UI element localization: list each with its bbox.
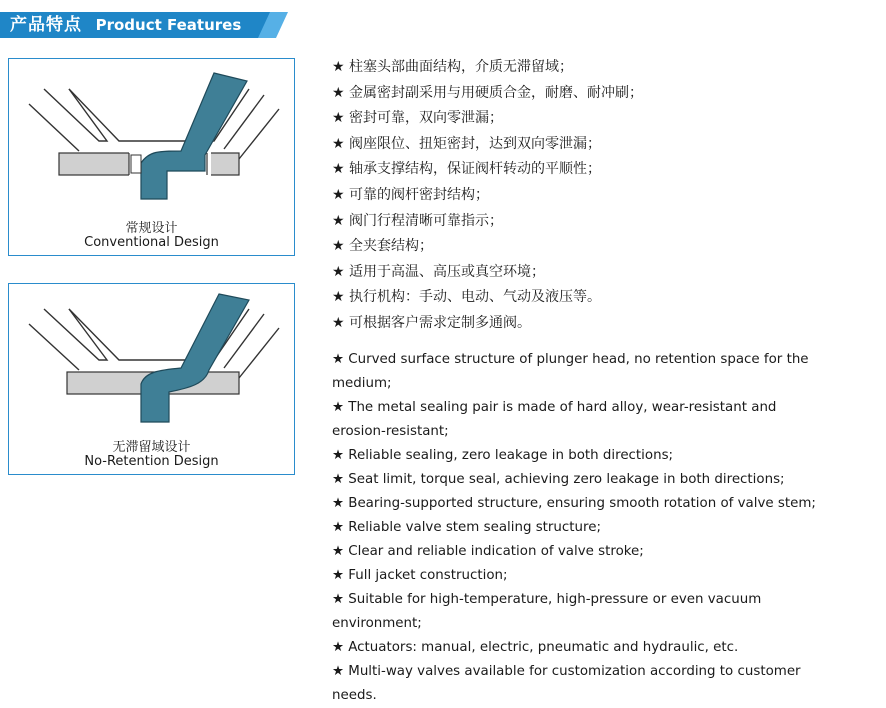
feature-item-zh: ★ 可靠的阀杆密封结构； bbox=[332, 186, 490, 203]
feature-item-zh: ★ 阀座限位、扭矩密封，达到双向零泄漏； bbox=[332, 135, 601, 152]
feature-item-en: ★ Actuators: manual, electric, pneumatic and hydraulic, etc. bbox=[332, 640, 739, 655]
feature-item-en: ★ Curved surface structure of plunger head, no retention space for the medium; bbox=[332, 352, 809, 391]
feature-item-zh: ★ 轴承支撑结构，保证阀杆转动的平顺性； bbox=[332, 161, 601, 178]
caption-zh: 无滞留域设计 bbox=[112, 440, 191, 455]
feature-item-en: ★ Bearing-supported structure, ensuring smooth rotation of valve stem; bbox=[332, 496, 816, 511]
feature-item-en: ★ Seat limit, torque seal, achieving zero leakage in both directions; bbox=[332, 472, 785, 487]
features-list-zh bbox=[332, 55, 643, 337]
feature-item-en: ★ Full jacket construction; bbox=[332, 568, 508, 583]
feature-item-zh: ★ 柱塞头部曲面结构，介质无滞留域； bbox=[332, 59, 573, 75]
section-title-zh: 产品特点 bbox=[10, 15, 82, 35]
feature-item-en: ★ The metal sealing pair is made of hard alloy, wear-resistant and erosion-resistant; bbox=[332, 400, 777, 439]
feature-item-zh: ★ 密封可靠，双向零泄漏； bbox=[332, 110, 504, 127]
section-title-en: Product Features bbox=[95, 16, 242, 34]
feature-item-zh: ★ 执行机构：手动、电动、气动及液压等。 bbox=[332, 289, 601, 306]
feature-item-en: ★ Reliable valve stem sealing structure; bbox=[332, 520, 601, 535]
caption-en: No-Retention Design bbox=[84, 454, 219, 469]
section-title bbox=[10, 12, 241, 38]
feature-item-zh: ★ 适用于高温、高压或真空环境； bbox=[332, 263, 546, 280]
feature-item-en: ★ Reliable sealing, zero leakage in both directions; bbox=[332, 448, 674, 463]
feature-item-zh: ★ 可根据客户需求定制多通阀。 bbox=[332, 314, 532, 331]
feature-item-zh: ★ 全夹套结构； bbox=[332, 238, 434, 255]
feature-item-zh: ★ 金属密封副采用与用硬质合金，耐磨、耐冲刷； bbox=[332, 84, 643, 101]
feature-item-en: ★ Clear and reliable indication of valve stroke; bbox=[332, 544, 644, 559]
feature-item-en: ★ Suitable for high-temperature, high-pressure or even vacuum environment; bbox=[332, 592, 762, 631]
caption-zh: 常规设计 bbox=[125, 221, 178, 236]
no-retention-design-figure bbox=[8, 283, 295, 475]
features-list-en bbox=[332, 348, 832, 708]
feature-item-en: ★ Multi-way valves available for customization according to customer needs. bbox=[332, 664, 801, 703]
caption-en: Conventional Design bbox=[84, 235, 219, 250]
conventional-design-figure bbox=[8, 58, 295, 256]
feature-item-zh: ★ 阀门行程清晰可靠指示； bbox=[332, 212, 504, 229]
